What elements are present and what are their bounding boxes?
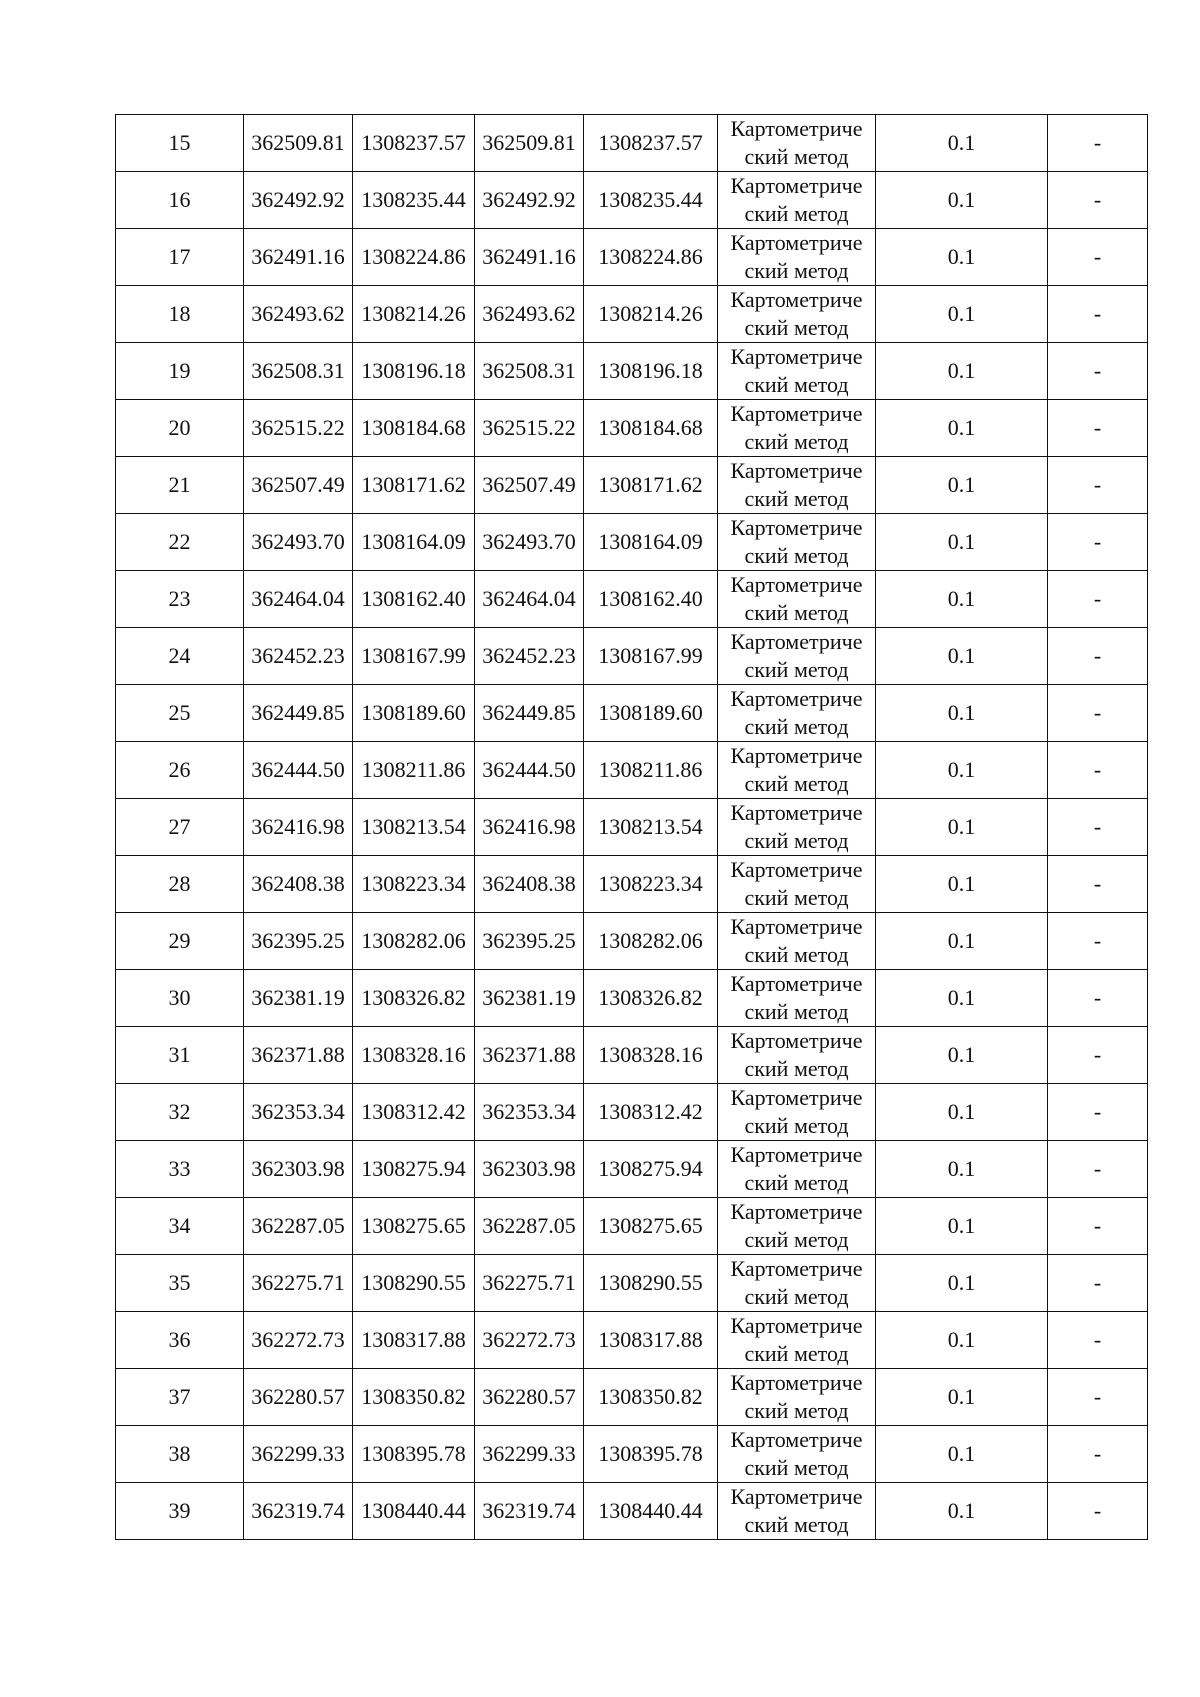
point-number-cell: 36 bbox=[116, 1312, 244, 1369]
y-existing-cell: 1308235.44 bbox=[353, 172, 475, 229]
table-row bbox=[116, 286, 1148, 343]
y-refined-cell: 1308213.54 bbox=[584, 799, 718, 856]
method-text-line-1: Картометриче bbox=[730, 1427, 863, 1452]
method-text-line-2: ский метод bbox=[744, 1227, 849, 1252]
point-number-cell: 19 bbox=[116, 343, 244, 400]
point-number-cell: 28 bbox=[116, 856, 244, 913]
x-refined-cell: 362444.50 bbox=[475, 742, 584, 799]
accuracy-cell: 0.1 bbox=[876, 1255, 1048, 1312]
accuracy-cell: 0.1 bbox=[876, 1483, 1048, 1540]
table-row bbox=[116, 742, 1148, 799]
method-text-line-2: ский метод bbox=[744, 543, 849, 568]
method-text-line-1: Картометриче bbox=[730, 1484, 863, 1509]
x-refined-cell: 362464.04 bbox=[475, 571, 584, 628]
method-text-line-1: Картометриче bbox=[730, 1313, 863, 1338]
y-refined-cell: 1308282.06 bbox=[584, 913, 718, 970]
point-number-cell: 33 bbox=[116, 1141, 244, 1198]
table-row bbox=[116, 913, 1148, 970]
method-cell bbox=[718, 571, 876, 628]
note-cell: - bbox=[1048, 970, 1148, 1027]
point-number-cell: 27 bbox=[116, 799, 244, 856]
accuracy-cell: 0.1 bbox=[876, 1084, 1048, 1141]
table-row bbox=[116, 1312, 1148, 1369]
x-refined-cell: 362507.49 bbox=[475, 457, 584, 514]
table-row bbox=[116, 1141, 1148, 1198]
method-text-line-2: ский метод bbox=[744, 1113, 849, 1138]
note-cell: - bbox=[1048, 742, 1148, 799]
x-existing-cell: 362416.98 bbox=[244, 799, 353, 856]
method-cell bbox=[718, 799, 876, 856]
method-text-line-2: ский метод bbox=[744, 1455, 849, 1480]
method-text-line-1: Картометриче bbox=[730, 857, 863, 882]
method-text-line-2: ский метод bbox=[744, 486, 849, 511]
method-text-line-1: Картометриче bbox=[730, 401, 863, 426]
table-row bbox=[116, 457, 1148, 514]
x-existing-cell: 362464.04 bbox=[244, 571, 353, 628]
accuracy-cell: 0.1 bbox=[876, 1198, 1048, 1255]
method-cell bbox=[718, 1426, 876, 1483]
method-text-line-1: Картометриче bbox=[730, 1028, 863, 1053]
table-row bbox=[116, 970, 1148, 1027]
y-existing-cell: 1308214.26 bbox=[353, 286, 475, 343]
accuracy-cell: 0.1 bbox=[876, 799, 1048, 856]
x-existing-cell: 362408.38 bbox=[244, 856, 353, 913]
note-cell: - bbox=[1048, 685, 1148, 742]
y-refined-cell: 1308162.40 bbox=[584, 571, 718, 628]
note-cell: - bbox=[1048, 1483, 1148, 1540]
method-text-line-1: Картометриче bbox=[730, 800, 863, 825]
x-existing-cell: 362280.57 bbox=[244, 1369, 353, 1426]
y-refined-cell: 1308223.34 bbox=[584, 856, 718, 913]
x-existing-cell: 362287.05 bbox=[244, 1198, 353, 1255]
method-cell bbox=[718, 1369, 876, 1426]
method-text-line-2: ский метод bbox=[744, 144, 849, 169]
y-refined-cell: 1308326.82 bbox=[584, 970, 718, 1027]
method-text-line-2: ский метод bbox=[744, 771, 849, 796]
accuracy-cell: 0.1 bbox=[876, 913, 1048, 970]
point-number-cell: 18 bbox=[116, 286, 244, 343]
point-number-cell: 21 bbox=[116, 457, 244, 514]
method-cell bbox=[718, 628, 876, 685]
method-cell bbox=[718, 856, 876, 913]
method-text-line-2: ский метод bbox=[744, 1398, 849, 1423]
x-refined-cell: 362515.22 bbox=[475, 400, 584, 457]
y-existing-cell: 1308440.44 bbox=[353, 1483, 475, 1540]
method-cell bbox=[718, 1312, 876, 1369]
method-text-line-1: Картометриче bbox=[730, 230, 863, 255]
y-existing-cell: 1308350.82 bbox=[353, 1369, 475, 1426]
x-existing-cell: 362353.34 bbox=[244, 1084, 353, 1141]
point-number-cell: 38 bbox=[116, 1426, 244, 1483]
note-cell: - bbox=[1048, 457, 1148, 514]
y-existing-cell: 1308312.42 bbox=[353, 1084, 475, 1141]
table-row bbox=[116, 1369, 1148, 1426]
table-row bbox=[116, 115, 1148, 172]
point-number-cell: 31 bbox=[116, 1027, 244, 1084]
method-text-line-1: Картометриче bbox=[730, 1142, 863, 1167]
method-text-line-1: Картометриче bbox=[730, 743, 863, 768]
accuracy-cell: 0.1 bbox=[876, 685, 1048, 742]
table-row bbox=[116, 1027, 1148, 1084]
table-row bbox=[116, 856, 1148, 913]
y-existing-cell: 1308317.88 bbox=[353, 1312, 475, 1369]
method-cell bbox=[718, 970, 876, 1027]
x-refined-cell: 362395.25 bbox=[475, 913, 584, 970]
y-existing-cell: 1308282.06 bbox=[353, 913, 475, 970]
method-text-line-1: Картометриче bbox=[730, 914, 863, 939]
method-text-line-2: ский метод bbox=[744, 714, 849, 739]
note-cell: - bbox=[1048, 913, 1148, 970]
x-refined-cell: 362508.31 bbox=[475, 343, 584, 400]
y-refined-cell: 1308171.62 bbox=[584, 457, 718, 514]
point-number-cell: 17 bbox=[116, 229, 244, 286]
x-existing-cell: 362507.49 bbox=[244, 457, 353, 514]
point-number-cell: 25 bbox=[116, 685, 244, 742]
table-row bbox=[116, 400, 1148, 457]
method-text-line-2: ский метод bbox=[744, 372, 849, 397]
y-existing-cell: 1308224.86 bbox=[353, 229, 475, 286]
x-existing-cell: 362444.50 bbox=[244, 742, 353, 799]
method-text-line-2: ский метод bbox=[744, 1056, 849, 1081]
y-refined-cell: 1308317.88 bbox=[584, 1312, 718, 1369]
note-cell: - bbox=[1048, 1198, 1148, 1255]
x-existing-cell: 362395.25 bbox=[244, 913, 353, 970]
y-existing-cell: 1308164.09 bbox=[353, 514, 475, 571]
method-text-line-1: Картометриче bbox=[730, 686, 863, 711]
method-cell bbox=[718, 1084, 876, 1141]
note-cell: - bbox=[1048, 514, 1148, 571]
y-existing-cell: 1308211.86 bbox=[353, 742, 475, 799]
method-cell bbox=[718, 115, 876, 172]
method-text-line-1: Картометриче bbox=[730, 971, 863, 996]
point-number-cell: 15 bbox=[116, 115, 244, 172]
accuracy-cell: 0.1 bbox=[876, 172, 1048, 229]
accuracy-cell: 0.1 bbox=[876, 400, 1048, 457]
point-number-cell: 29 bbox=[116, 913, 244, 970]
x-refined-cell: 362408.38 bbox=[475, 856, 584, 913]
method-cell bbox=[718, 1255, 876, 1312]
table-row bbox=[116, 628, 1148, 685]
accuracy-cell: 0.1 bbox=[876, 115, 1048, 172]
note-cell: - bbox=[1048, 172, 1148, 229]
x-existing-cell: 362449.85 bbox=[244, 685, 353, 742]
y-refined-cell: 1308395.78 bbox=[584, 1426, 718, 1483]
table-row bbox=[116, 799, 1148, 856]
y-existing-cell: 1308189.60 bbox=[353, 685, 475, 742]
table-row bbox=[116, 1084, 1148, 1141]
y-refined-cell: 1308290.55 bbox=[584, 1255, 718, 1312]
table-row bbox=[116, 343, 1148, 400]
table-row bbox=[116, 229, 1148, 286]
method-text-line-2: ский метод bbox=[744, 201, 849, 226]
note-cell: - bbox=[1048, 628, 1148, 685]
method-text-line-1: Картометриче bbox=[730, 1085, 863, 1110]
x-refined-cell: 362491.16 bbox=[475, 229, 584, 286]
table-row bbox=[116, 571, 1148, 628]
x-existing-cell: 362272.73 bbox=[244, 1312, 353, 1369]
method-cell bbox=[718, 229, 876, 286]
method-text-line-2: ский метод bbox=[744, 1284, 849, 1309]
method-cell bbox=[718, 742, 876, 799]
x-refined-cell: 362319.74 bbox=[475, 1483, 584, 1540]
y-existing-cell: 1308275.65 bbox=[353, 1198, 475, 1255]
table-row bbox=[116, 1198, 1148, 1255]
x-existing-cell: 362515.22 bbox=[244, 400, 353, 457]
x-refined-cell: 362416.98 bbox=[475, 799, 584, 856]
y-existing-cell: 1308290.55 bbox=[353, 1255, 475, 1312]
accuracy-cell: 0.1 bbox=[876, 229, 1048, 286]
method-text-line-1: Картометриче bbox=[730, 458, 863, 483]
accuracy-cell: 0.1 bbox=[876, 1369, 1048, 1426]
y-refined-cell: 1308275.65 bbox=[584, 1198, 718, 1255]
method-cell bbox=[718, 286, 876, 343]
method-text-line-1: Картометриче bbox=[730, 1370, 863, 1395]
point-number-cell: 35 bbox=[116, 1255, 244, 1312]
table-body bbox=[116, 115, 1148, 1540]
y-existing-cell: 1308162.40 bbox=[353, 571, 475, 628]
point-number-cell: 22 bbox=[116, 514, 244, 571]
accuracy-cell: 0.1 bbox=[876, 742, 1048, 799]
x-existing-cell: 362299.33 bbox=[244, 1426, 353, 1483]
method-cell bbox=[718, 1483, 876, 1540]
x-refined-cell: 362287.05 bbox=[475, 1198, 584, 1255]
point-number-cell: 26 bbox=[116, 742, 244, 799]
y-refined-cell: 1308350.82 bbox=[584, 1369, 718, 1426]
accuracy-cell: 0.1 bbox=[876, 286, 1048, 343]
table-row bbox=[116, 514, 1148, 571]
x-refined-cell: 362493.70 bbox=[475, 514, 584, 571]
accuracy-cell: 0.1 bbox=[876, 1027, 1048, 1084]
y-refined-cell: 1308440.44 bbox=[584, 1483, 718, 1540]
method-text-line-1: Картометриче bbox=[730, 1256, 863, 1281]
method-text-line-2: ский метод bbox=[744, 1512, 849, 1537]
y-existing-cell: 1308184.68 bbox=[353, 400, 475, 457]
point-number-cell: 32 bbox=[116, 1084, 244, 1141]
y-existing-cell: 1308167.99 bbox=[353, 628, 475, 685]
method-text-line-1: Картометриче bbox=[730, 572, 863, 597]
method-text-line-2: ский метод bbox=[744, 1170, 849, 1195]
y-refined-cell: 1308235.44 bbox=[584, 172, 718, 229]
note-cell: - bbox=[1048, 115, 1148, 172]
accuracy-cell: 0.1 bbox=[876, 1426, 1048, 1483]
x-refined-cell: 362303.98 bbox=[475, 1141, 584, 1198]
point-number-cell: 34 bbox=[116, 1198, 244, 1255]
method-text-line-2: ский метод bbox=[744, 600, 849, 625]
x-refined-cell: 362280.57 bbox=[475, 1369, 584, 1426]
x-existing-cell: 362491.16 bbox=[244, 229, 353, 286]
note-cell: - bbox=[1048, 1369, 1148, 1426]
x-existing-cell: 362509.81 bbox=[244, 115, 353, 172]
y-existing-cell: 1308275.94 bbox=[353, 1141, 475, 1198]
accuracy-cell: 0.1 bbox=[876, 343, 1048, 400]
table-row bbox=[116, 1483, 1148, 1540]
table-row bbox=[116, 1426, 1148, 1483]
y-existing-cell: 1308326.82 bbox=[353, 970, 475, 1027]
method-text-line-1: Картометриче bbox=[730, 116, 863, 141]
accuracy-cell: 0.1 bbox=[876, 856, 1048, 913]
y-refined-cell: 1308184.68 bbox=[584, 400, 718, 457]
accuracy-cell: 0.1 bbox=[876, 457, 1048, 514]
method-text-line-1: Картометриче bbox=[730, 1199, 863, 1224]
method-text-line-2: ский метод bbox=[744, 942, 849, 967]
note-cell: - bbox=[1048, 1141, 1148, 1198]
x-refined-cell: 362275.71 bbox=[475, 1255, 584, 1312]
x-existing-cell: 362493.62 bbox=[244, 286, 353, 343]
method-text-line-2: ский метод bbox=[744, 828, 849, 853]
accuracy-cell: 0.1 bbox=[876, 1312, 1048, 1369]
method-text-line-1: Картометриче bbox=[730, 287, 863, 312]
accuracy-cell: 0.1 bbox=[876, 628, 1048, 685]
method-cell bbox=[718, 172, 876, 229]
point-number-cell: 39 bbox=[116, 1483, 244, 1540]
x-existing-cell: 362508.31 bbox=[244, 343, 353, 400]
method-text-line-2: ский метод bbox=[744, 885, 849, 910]
y-refined-cell: 1308196.18 bbox=[584, 343, 718, 400]
y-refined-cell: 1308237.57 bbox=[584, 115, 718, 172]
x-existing-cell: 362492.92 bbox=[244, 172, 353, 229]
note-cell: - bbox=[1048, 343, 1148, 400]
y-refined-cell: 1308312.42 bbox=[584, 1084, 718, 1141]
note-cell: - bbox=[1048, 400, 1148, 457]
y-refined-cell: 1308164.09 bbox=[584, 514, 718, 571]
y-refined-cell: 1308211.86 bbox=[584, 742, 718, 799]
method-text-line-2: ский метод bbox=[744, 429, 849, 454]
point-number-cell: 23 bbox=[116, 571, 244, 628]
method-cell bbox=[718, 400, 876, 457]
x-refined-cell: 362371.88 bbox=[475, 1027, 584, 1084]
method-text-line-2: ский метод bbox=[744, 657, 849, 682]
method-text-line-1: Картометриче bbox=[730, 515, 863, 540]
x-refined-cell: 362493.62 bbox=[475, 286, 584, 343]
x-existing-cell: 362319.74 bbox=[244, 1483, 353, 1540]
x-refined-cell: 362353.34 bbox=[475, 1084, 584, 1141]
x-refined-cell: 362492.92 bbox=[475, 172, 584, 229]
y-refined-cell: 1308224.86 bbox=[584, 229, 718, 286]
coordinates-table bbox=[115, 114, 1148, 1540]
note-cell: - bbox=[1048, 1426, 1148, 1483]
y-refined-cell: 1308189.60 bbox=[584, 685, 718, 742]
y-existing-cell: 1308328.16 bbox=[353, 1027, 475, 1084]
table-row bbox=[116, 172, 1148, 229]
method-cell bbox=[718, 1027, 876, 1084]
y-refined-cell: 1308328.16 bbox=[584, 1027, 718, 1084]
point-number-cell: 20 bbox=[116, 400, 244, 457]
note-cell: - bbox=[1048, 1255, 1148, 1312]
x-refined-cell: 362452.23 bbox=[475, 628, 584, 685]
accuracy-cell: 0.1 bbox=[876, 571, 1048, 628]
y-existing-cell: 1308213.54 bbox=[353, 799, 475, 856]
x-refined-cell: 362272.73 bbox=[475, 1312, 584, 1369]
x-existing-cell: 362303.98 bbox=[244, 1141, 353, 1198]
x-refined-cell: 362449.85 bbox=[475, 685, 584, 742]
x-existing-cell: 362381.19 bbox=[244, 970, 353, 1027]
method-cell bbox=[718, 457, 876, 514]
method-cell bbox=[718, 343, 876, 400]
method-text-line-1: Картометриче bbox=[730, 629, 863, 654]
point-number-cell: 30 bbox=[116, 970, 244, 1027]
x-existing-cell: 362493.70 bbox=[244, 514, 353, 571]
point-number-cell: 16 bbox=[116, 172, 244, 229]
method-cell bbox=[718, 913, 876, 970]
method-text-line-2: ский метод bbox=[744, 1341, 849, 1366]
note-cell: - bbox=[1048, 1027, 1148, 1084]
point-number-cell: 37 bbox=[116, 1369, 244, 1426]
x-refined-cell: 362509.81 bbox=[475, 115, 584, 172]
note-cell: - bbox=[1048, 286, 1148, 343]
note-cell: - bbox=[1048, 1084, 1148, 1141]
method-cell bbox=[718, 1141, 876, 1198]
note-cell: - bbox=[1048, 799, 1148, 856]
accuracy-cell: 0.1 bbox=[876, 1141, 1048, 1198]
table-row bbox=[116, 685, 1148, 742]
x-existing-cell: 362275.71 bbox=[244, 1255, 353, 1312]
point-number-cell: 24 bbox=[116, 628, 244, 685]
method-text-line-2: ский метод bbox=[744, 999, 849, 1024]
note-cell: - bbox=[1048, 571, 1148, 628]
y-existing-cell: 1308223.34 bbox=[353, 856, 475, 913]
method-cell bbox=[718, 514, 876, 571]
y-refined-cell: 1308214.26 bbox=[584, 286, 718, 343]
note-cell: - bbox=[1048, 856, 1148, 913]
method-cell bbox=[718, 1198, 876, 1255]
method-text-line-1: Картометриче bbox=[730, 173, 863, 198]
x-refined-cell: 362381.19 bbox=[475, 970, 584, 1027]
y-existing-cell: 1308237.57 bbox=[353, 115, 475, 172]
method-text-line-2: ский метод bbox=[744, 258, 849, 283]
method-text-line-1: Картометриче bbox=[730, 344, 863, 369]
note-cell: - bbox=[1048, 229, 1148, 286]
x-refined-cell: 362299.33 bbox=[475, 1426, 584, 1483]
y-existing-cell: 1308171.62 bbox=[353, 457, 475, 514]
y-refined-cell: 1308167.99 bbox=[584, 628, 718, 685]
method-cell bbox=[718, 685, 876, 742]
method-text-line-2: ский метод bbox=[744, 315, 849, 340]
accuracy-cell: 0.1 bbox=[876, 514, 1048, 571]
y-existing-cell: 1308395.78 bbox=[353, 1426, 475, 1483]
x-existing-cell: 362452.23 bbox=[244, 628, 353, 685]
table-row bbox=[116, 1255, 1148, 1312]
accuracy-cell: 0.1 bbox=[876, 970, 1048, 1027]
y-refined-cell: 1308275.94 bbox=[584, 1141, 718, 1198]
y-existing-cell: 1308196.18 bbox=[353, 343, 475, 400]
x-existing-cell: 362371.88 bbox=[244, 1027, 353, 1084]
note-cell: - bbox=[1048, 1312, 1148, 1369]
